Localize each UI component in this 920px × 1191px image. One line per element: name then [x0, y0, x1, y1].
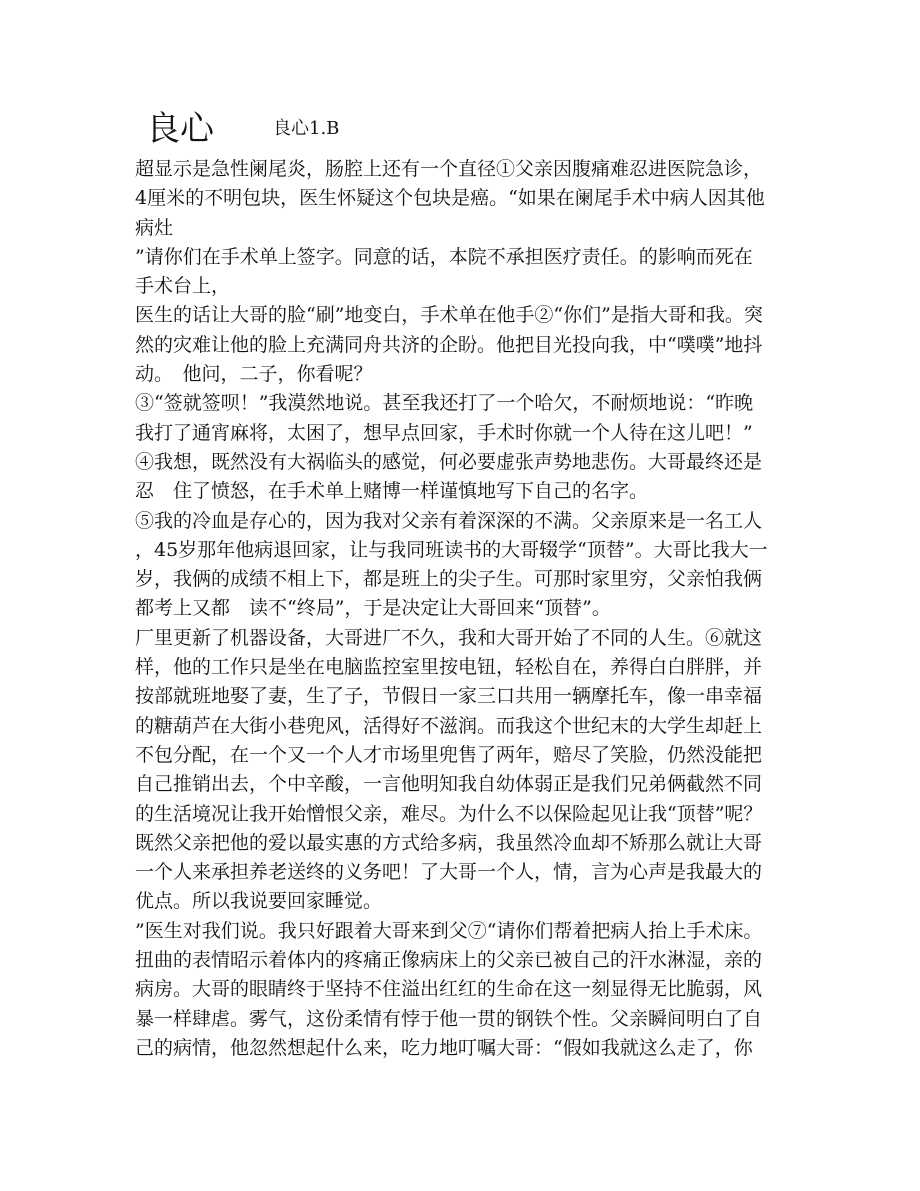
text-line: 超显示是急性阑尾炎，肠腔上还有一个直径①父亲因腹痛难忍进医院急诊， [135, 158, 763, 180]
text-line: 然的灾难让他的脸上充满同舟共济的企盼。他把目光投向我，中“噗噗”地抖 [135, 333, 763, 356]
text-line: 动。 他问，二子，你看呢？ [135, 363, 373, 386]
text-line: 忍 住了愤怒，在手术单上赌博一样谨慎地写下自己的名字。 [135, 480, 649, 503]
text-line: ，45岁那年他病退回家，让与我同班读书的大哥辍学“顶替”。大哥比我大一 [135, 538, 768, 561]
text-line: 自己推销出去，个中辛酸，一言他明知我自幼体弱正是我们兄弟俩截然不同 [135, 773, 763, 796]
text-line: 己的病情，他忽然想起什么来，吃力地叮嘱大哥：“假如我就这么走了，你 [135, 1036, 753, 1059]
text-line: 厂里更新了机器设备，大哥进厂不久，我和大哥开始了不同的人生。⑥就这 [135, 626, 763, 649]
text-line: ③“签就签呗！”我漠然地说。甚至我还打了一个哈欠，不耐烦地说：“昨晚 [135, 392, 754, 415]
document-subtitle: 良心1.B [273, 118, 340, 139]
text-line: 不包分配，在一个又一个人才市场里兜售了两年，赔尽了笑脸，仍然没能把 [135, 743, 763, 766]
text-line: 我打了通宵麻将，太困了，想早点回家，手术时你就一个人待在这儿吧！” [135, 421, 753, 444]
text-line: ”请你们在手术单上签字。同意的话，本院不承担医疗责任。的影响而死在 [135, 245, 753, 268]
text-line: 的生活境况让我开始憎恨父亲，难尽。为什么不以保险起见让我“顶替”呢？ [135, 802, 763, 825]
text-line: 样，他的工作只是坐在电脑监控室里按电钮，轻松自在，养得白白胖胖，并 [135, 656, 763, 679]
text-line: 既然父亲把他的爱以最实惠的方式给多病，我虽然冷血却不矫那么就让大哥 [135, 831, 763, 854]
text-line: 手术台上， [135, 275, 231, 298]
text-line: ”医生对我们说。我只好跟着大哥来到父⑦“请你们帮着把病人抬上手术床。 [135, 919, 763, 942]
text-line: 优点。所以我说要回家睡觉。 [135, 890, 383, 913]
text-line: ⑤我的冷血是存心的，因为我对父亲有着深深的不满。父亲原来是一名工人 [135, 509, 763, 532]
text-line: 的糖葫芦在大街小巷兜风，活得好不滋润。而我这个世纪末的大学生却赶上 [135, 714, 763, 737]
text-line: 按部就班地娶了妻，生了子，节假日一家三口共用一辆摩托车，像一串幸福 [135, 685, 763, 708]
text-line: 一个人来承担养老送终的义务吧！了大哥一个人，情，言为心声是我最大的 [135, 861, 763, 884]
text-line: 扭曲的表情昭示着体内的疼痛正像病床上的父亲已被自己的汗水淋湿，亲的 [135, 949, 763, 972]
text-line: 岁，我俩的成绩不相上下，都是班上的尖子生。可那时家里穷，父亲怕我俩 [135, 568, 763, 591]
body-text [135, 155, 785, 1063]
text-line: 医生的话让大哥的脸“刷”地变白，手术单在他手②“你们”是指大哥和我。突 [135, 304, 763, 327]
text-line: 病灶 [135, 216, 174, 239]
document-title: 良心 [146, 109, 214, 149]
text-line: 4厘米的不明包块，医生怀疑这个包块是癌。“如果在阑尾手术中病人因其他 [135, 187, 765, 210]
text-line: 都考上又都 读不“终局”，于是决定让大哥回来“顶替”。 [135, 597, 611, 620]
text-line: 暴一样肆虐。雾气，这份柔情有悖于他一贯的钢铁个性。父亲瞬间明白了自 [135, 1007, 763, 1030]
text-line: ④我想，既然没有大祸临头的感觉，何必要虚张声势地悲伤。大哥最终还是 [135, 450, 763, 473]
text-line: 病房。大哥的眼睛终于坚持不住溢出红红的生命在这一刻显得无比脆弱，风 [135, 978, 763, 1001]
